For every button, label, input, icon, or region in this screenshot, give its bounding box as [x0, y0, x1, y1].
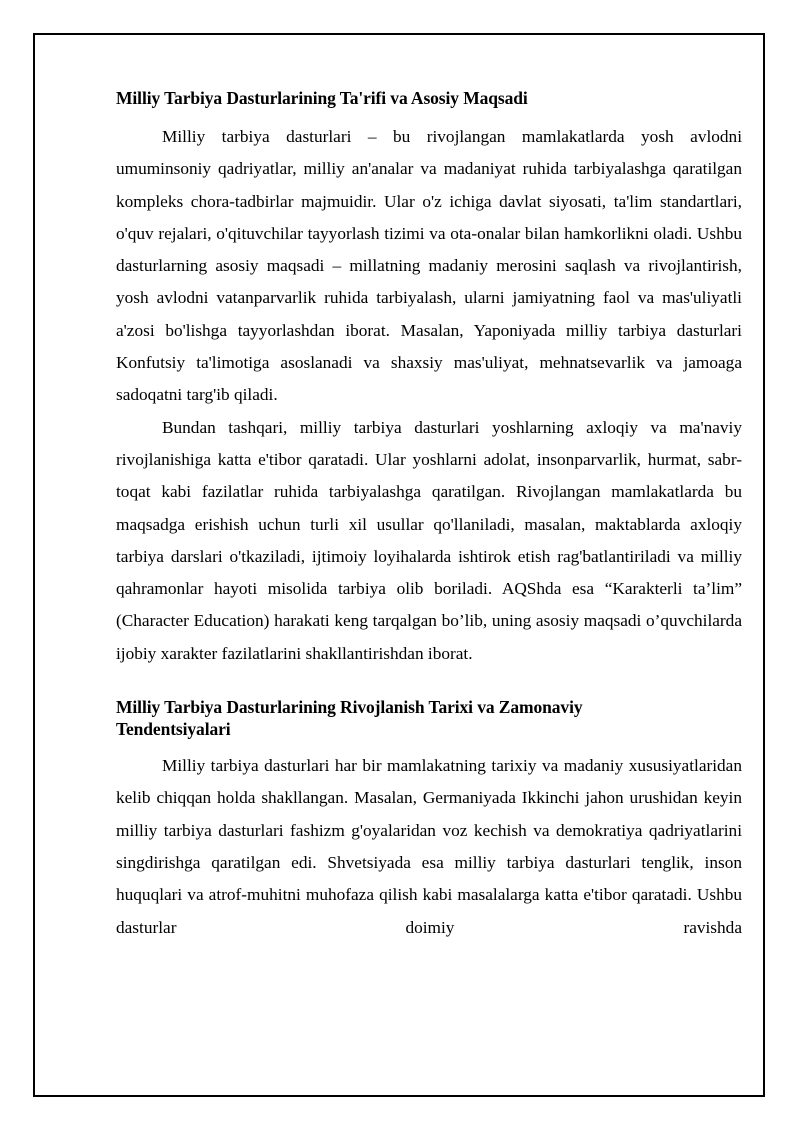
paragraph-definition-2: Bundan tashqari, milliy tarbiya dasturlari yoshlarning axloqiy va ma'naviy rivojlanishiga katta e'tibor qaratadi. Ular yoshlarni adolat, insonparvarlik, hurmat, sabr-toqat kabi fazilatlar ruhida tarbiyalashga qaratilgan. Rivojlangan mamlakatlarda bu maqsadga erishish uchun turli xil usullar qo'llaniladi, masalan, maktablarda axloqiy tarbiya darslari o'tkaziladi, ijtimoiy loyihalarda ishtirok etish rag'batlantiriladi va milliy qahramonlar hayoti misolida tarbiya olib boriladi. AQShda esa “Karakterli ta’lim” (Character Education) harakati keng tarqalgan bo’lib, uning asosiy maqsadi o’quvchilarda ijobiy xarakter fazilatlarini shakllantirishdan iborat. [116, 417, 742, 663]
paragraph-definition-1: Milliy tarbiya dasturlari – bu rivojlangan mamlakatlarda yosh avlodni umuminsoniy qadriyatlar, milliy an'analar va madaniyat ruhida tarbiyalashga qaratilgan kompleks chora-tadbirlar majmuidir. Ular o'z ichiga davlat siyosati, ta'lim standartlari, o'quv rejalari, o'qituvchilar tayyorlash tizimi va ota-onalar bilan hamkorlikni oladi. Ushbu dasturlarning asosiy maqsadi – millatning madaniy merosini saqlash va rivojlantirish, yosh avlodni vatanparvarlik ruhida tarbiyalash, ularni jamiyatning faol va mas'uliyatli a'zosi bo'lishga tayyorlashdan iborat. Masalan, Yaponiyada milliy tarbiya dasturlari Konfutsiy ta'limotiga asoslanadi va shaxsiy mas'uliyat, mehnatsevarlik va jamoaga sadoqatni targ'ib qiladi. [116, 127, 742, 405]
section-heading-history: Milliy Tarbiya Dasturlarining Rivojlanish Tarixi va Zamonaviy Tendentsiyalari [116, 697, 583, 740]
document-body [116, 87, 742, 944]
paragraph-history-1: Milliy tarbiya dasturlari har bir mamlakatning tarixiy va madaniy xususiyatlaridan kelib chiqqan holda shakllangan. Masalan, Germaniyada Ikkinchi jahon urushidan keyin milliy tarbiya dasturlari fashizm g'oyalaridan voz kechish va demokratiya qadriyatlarini singdirishga qaratilgan edi. Shvetsiyada esa milliy tarbiya dasturlari tenglik, inson huquqlari va atrof-muhitni muhofaza qilish kabi masalalarga katta e'tibor qaratadi. Ushbu dasturlar doimiy ravishda [116, 756, 742, 937]
section-heading-definition: Milliy Tarbiya Dasturlarining Ta'rifi va Asosiy Maqsadi [116, 88, 528, 108]
